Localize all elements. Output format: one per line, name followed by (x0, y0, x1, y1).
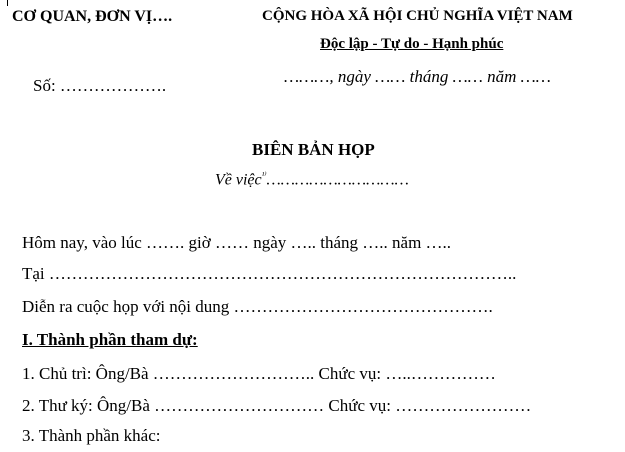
subject-dots: ………………………… (266, 171, 409, 189)
section-attendees-heading: I. Thành phần tham dự: (22, 330, 198, 349)
page-edge-mark (7, 0, 8, 6)
document-number: Số: ………………. (33, 76, 167, 95)
subject-footnote-mark: ¹⁾ (261, 170, 267, 180)
agency-name: CƠ QUAN, ĐƠN VỊ…. (12, 8, 173, 25)
meeting-time-line: Hôm nay, vào lúc ……. giờ …… ngày ….. tháng ….. năm ….. (22, 233, 452, 252)
meeting-place-line: Tại ……………………………………………………………………….. (22, 264, 517, 283)
secretary-line: 2. Thư ký: Ông/Bà ………………………… Chức vụ: …………………… (22, 396, 532, 415)
subject-line (215, 170, 409, 189)
meeting-content-line: Diễn ra cuộc họp với nội dung ………………………………………. (22, 297, 493, 316)
document-title: BIÊN BẢN HỌP (252, 140, 375, 159)
chair-line: 1. Chủ trì: Ông/Bà ……………………….. Chức vụ: …..…………… (22, 364, 496, 383)
other-attendees-line: 3. Thành phần khác: (22, 426, 161, 445)
motto: Độc lập - Tự do - Hạnh phúc (320, 36, 504, 52)
country-name: CỘNG HÒA XÃ HỘI CHỦ NGHĨA VIỆT NAM (262, 8, 573, 24)
subject-label: Về việc (215, 171, 262, 189)
place-date: ………, ngày …… tháng …… năm …… (284, 67, 551, 86)
